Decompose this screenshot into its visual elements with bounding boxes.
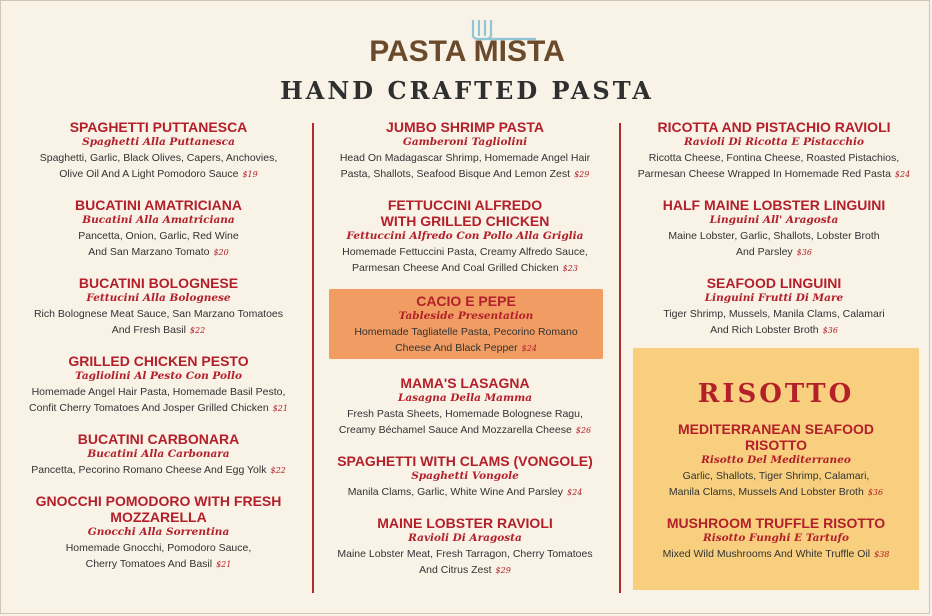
menu-item xyxy=(11,197,306,261)
item-desc: Parmesan Cheese And Coal Grilled Chicken xyxy=(352,262,559,274)
item-subtitle: Tagliolini Al Pesto Con Pollo xyxy=(75,370,242,382)
menu-item xyxy=(11,493,306,573)
item-title: MAINE LOBSTER RAVIOLI xyxy=(377,515,553,531)
item-title: BUCATINI AMATRICIANA xyxy=(75,197,242,213)
item-desc: Homemade Fettuccini Pasta, Creamy Alfredo Sauce, xyxy=(342,246,588,258)
menu-item xyxy=(11,431,306,479)
featured-item xyxy=(329,293,603,357)
item-title: RISOTTO xyxy=(745,437,807,453)
item-price: $26 xyxy=(575,426,592,435)
item-title: SEAFOOD LINGUINI xyxy=(706,275,842,291)
item-price: $19 xyxy=(242,170,258,179)
item-desc: Garlic, Shallots, Tiger Shrimp, Calamari, xyxy=(682,470,870,482)
item-desc: And Parsley xyxy=(736,246,793,258)
item-price: $23 xyxy=(562,264,578,273)
menu-item xyxy=(319,453,611,501)
item-desc: Pancetta, Onion, Garlic, Red Wine xyxy=(78,230,239,242)
item-subtitle: Ravioli Di Aragosta xyxy=(408,532,522,544)
item-desc: Cherry Tomatoes And Basil xyxy=(85,558,213,570)
item-desc: Parmesan Cheese Wrapped In Homemade Red Pasta xyxy=(637,168,891,180)
item-subtitle: Linguini All' Aragosta xyxy=(709,214,839,226)
column-divider xyxy=(312,123,314,593)
risotto-section xyxy=(633,379,919,577)
item-price: $22 xyxy=(270,466,286,475)
menu-item xyxy=(627,119,921,183)
item-price: $36 xyxy=(796,248,812,257)
item-desc: Spaghetti, Garlic, Black Olives, Capers, Anchovies, xyxy=(39,152,278,164)
menu-item xyxy=(11,275,306,339)
item-subtitle: Fettuccini Alfredo Con Pollo Alla Griglia xyxy=(346,230,584,242)
item-desc: Mixed Wild Mushrooms And White Truffle Oil xyxy=(662,548,871,560)
item-title: WITH GRILLED CHICKEN xyxy=(380,213,550,229)
item-subtitle: Ravioli Di Ricotta E Pistacchio xyxy=(683,136,865,148)
item-price: $20 xyxy=(213,248,229,257)
item-title: RICOTTA AND PISTACHIO RAVIOLI xyxy=(657,119,891,135)
item-price: $24 xyxy=(894,170,911,179)
menu-item xyxy=(627,197,921,261)
item-desc: Homemade Angel Hair Pasta, Homemade Basil Pesto, xyxy=(31,386,286,398)
menu-item xyxy=(11,353,306,417)
item-desc: And San Marzano Tomato xyxy=(88,246,210,258)
item-subtitle: Gnocchi Alla Sorrentina xyxy=(87,526,230,538)
item-price: $21 xyxy=(272,404,288,413)
menu-item xyxy=(633,421,919,501)
item-price: $36 xyxy=(867,488,884,497)
item-desc: Ricotta Cheese, Fontina Cheese, Roasted Pistachios, xyxy=(648,152,900,164)
menu-column-1 xyxy=(11,119,306,587)
section-heading: RISOTTO xyxy=(697,379,855,409)
item-desc: Pancetta, Pecorino Romano Cheese And Egg Yolk xyxy=(31,464,267,476)
item-desc: Homemade Gnocchi, Pomodoro Sauce, xyxy=(65,542,252,554)
item-desc: Olive Oil And A Light Pomodoro Sauce xyxy=(59,168,239,180)
item-price: $24 xyxy=(521,344,537,353)
item-subtitle: Gamberoni Tagliolini xyxy=(402,136,528,148)
menu-item xyxy=(633,515,919,563)
item-desc: Manila Clams, Mussels And Lobster Broth xyxy=(668,486,864,498)
item-subtitle: Tableside Presentation xyxy=(398,310,534,322)
menu-item xyxy=(319,197,611,277)
item-desc: Maine Lobster, Garlic, Shallots, Lobster Broth xyxy=(668,230,880,242)
item-title: SPAGHETTI WITH CLAMS (VONGOLE) xyxy=(337,453,593,469)
item-desc: Creamy Béchamel Sauce And Mozzarella Cheese xyxy=(338,424,572,436)
column-divider xyxy=(619,123,621,593)
item-price: $24 xyxy=(567,488,583,497)
item-desc: And Citrus Zest xyxy=(419,564,492,576)
menu-subtitle: HAND CRAFTED PASTA xyxy=(280,76,654,105)
item-desc: Cheese And Black Pepper xyxy=(395,342,518,354)
item-price: $29 xyxy=(495,566,511,575)
item-desc: And Fresh Basil xyxy=(111,324,186,336)
item-title: BUCATINI CARBONARA xyxy=(77,431,240,447)
item-title: GRILLED CHICKEN PESTO xyxy=(68,353,249,369)
item-title: JUMBO SHRIMP PASTA xyxy=(386,119,544,135)
item-subtitle: Linguini Frutti Di Mare xyxy=(704,292,844,304)
item-desc: And Rich Lobster Broth xyxy=(710,324,819,336)
menu-item xyxy=(319,375,611,439)
item-title: HALF MAINE LOBSTER LINGUINI xyxy=(662,197,886,213)
item-desc: Rich Bolognese Meat Sauce, San Marzano Tomatoes xyxy=(33,308,284,320)
item-subtitle: Risotto Funghi E Tartufo xyxy=(703,532,849,544)
menu-item xyxy=(319,119,611,183)
item-title: SPAGHETTI PUTTANESCA xyxy=(69,119,248,135)
item-desc: Head On Madagascar Shrimp, Homemade Angel Hair xyxy=(339,152,591,164)
item-title: MEDITERRANEAN SEAFOOD xyxy=(677,421,874,437)
item-subtitle: Fettucini Alla Bolognese xyxy=(86,292,231,304)
menu-column-2 xyxy=(319,119,611,291)
item-desc: Maine Lobster Meat, Fresh Tarragon, Cherry Tomatoes xyxy=(337,548,593,560)
item-subtitle: Bucatini Alla Amatriciana xyxy=(82,214,235,226)
menu-item xyxy=(319,515,611,579)
brand-logo: PASTA MISTA xyxy=(369,35,565,68)
item-subtitle: Spaghetti Vongole xyxy=(411,470,519,482)
item-subtitle: Bucatini Alla Carbonara xyxy=(87,448,230,460)
item-subtitle: Lasagna Della Mamma xyxy=(397,392,532,404)
item-title: BUCATINI BOLOGNESE xyxy=(78,275,239,291)
item-title: MUSHROOM TRUFFLE RISOTTO xyxy=(666,515,886,531)
menu-column-3 xyxy=(627,119,921,353)
item-desc: Fresh Pasta Sheets, Homemade Bolognese Ragu, xyxy=(347,408,583,420)
item-desc: Pasta, Shallots, Seafood Bisque And Lemon Zest xyxy=(340,168,571,180)
menu-item xyxy=(627,275,921,339)
item-title: MOZZARELLA xyxy=(110,509,207,525)
item-price: $38 xyxy=(874,550,890,559)
item-desc: Homemade Tagliatelle Pasta, Pecorino Romano xyxy=(354,326,578,338)
item-subtitle: Risotto Del Mediterraneo xyxy=(701,454,851,466)
menu-item xyxy=(11,119,306,183)
item-desc: Tiger Shrimp, Mussels, Manila Clams, Calamari xyxy=(663,308,885,320)
item-price: $21 xyxy=(216,560,232,569)
item-title: GNOCCHI POMODORO WITH FRESH xyxy=(35,493,282,509)
item-price: $36 xyxy=(822,326,838,335)
item-price: $22 xyxy=(189,326,206,335)
item-subtitle: Spaghetti Alla Puttanesca xyxy=(82,136,235,148)
item-desc: Manila Clams, Garlic, White Wine And Parsley xyxy=(347,486,564,498)
item-price: $29 xyxy=(574,170,590,179)
menu-column-2-lower xyxy=(319,375,611,593)
item-title: CACIO E PEPE xyxy=(416,293,516,309)
item-title: FETTUCCINI ALFREDO xyxy=(387,197,543,213)
item-title: MAMA'S LASAGNA xyxy=(400,375,530,391)
item-desc: Confit Cherry Tomatoes And Josper Grilled Chicken xyxy=(29,402,269,414)
